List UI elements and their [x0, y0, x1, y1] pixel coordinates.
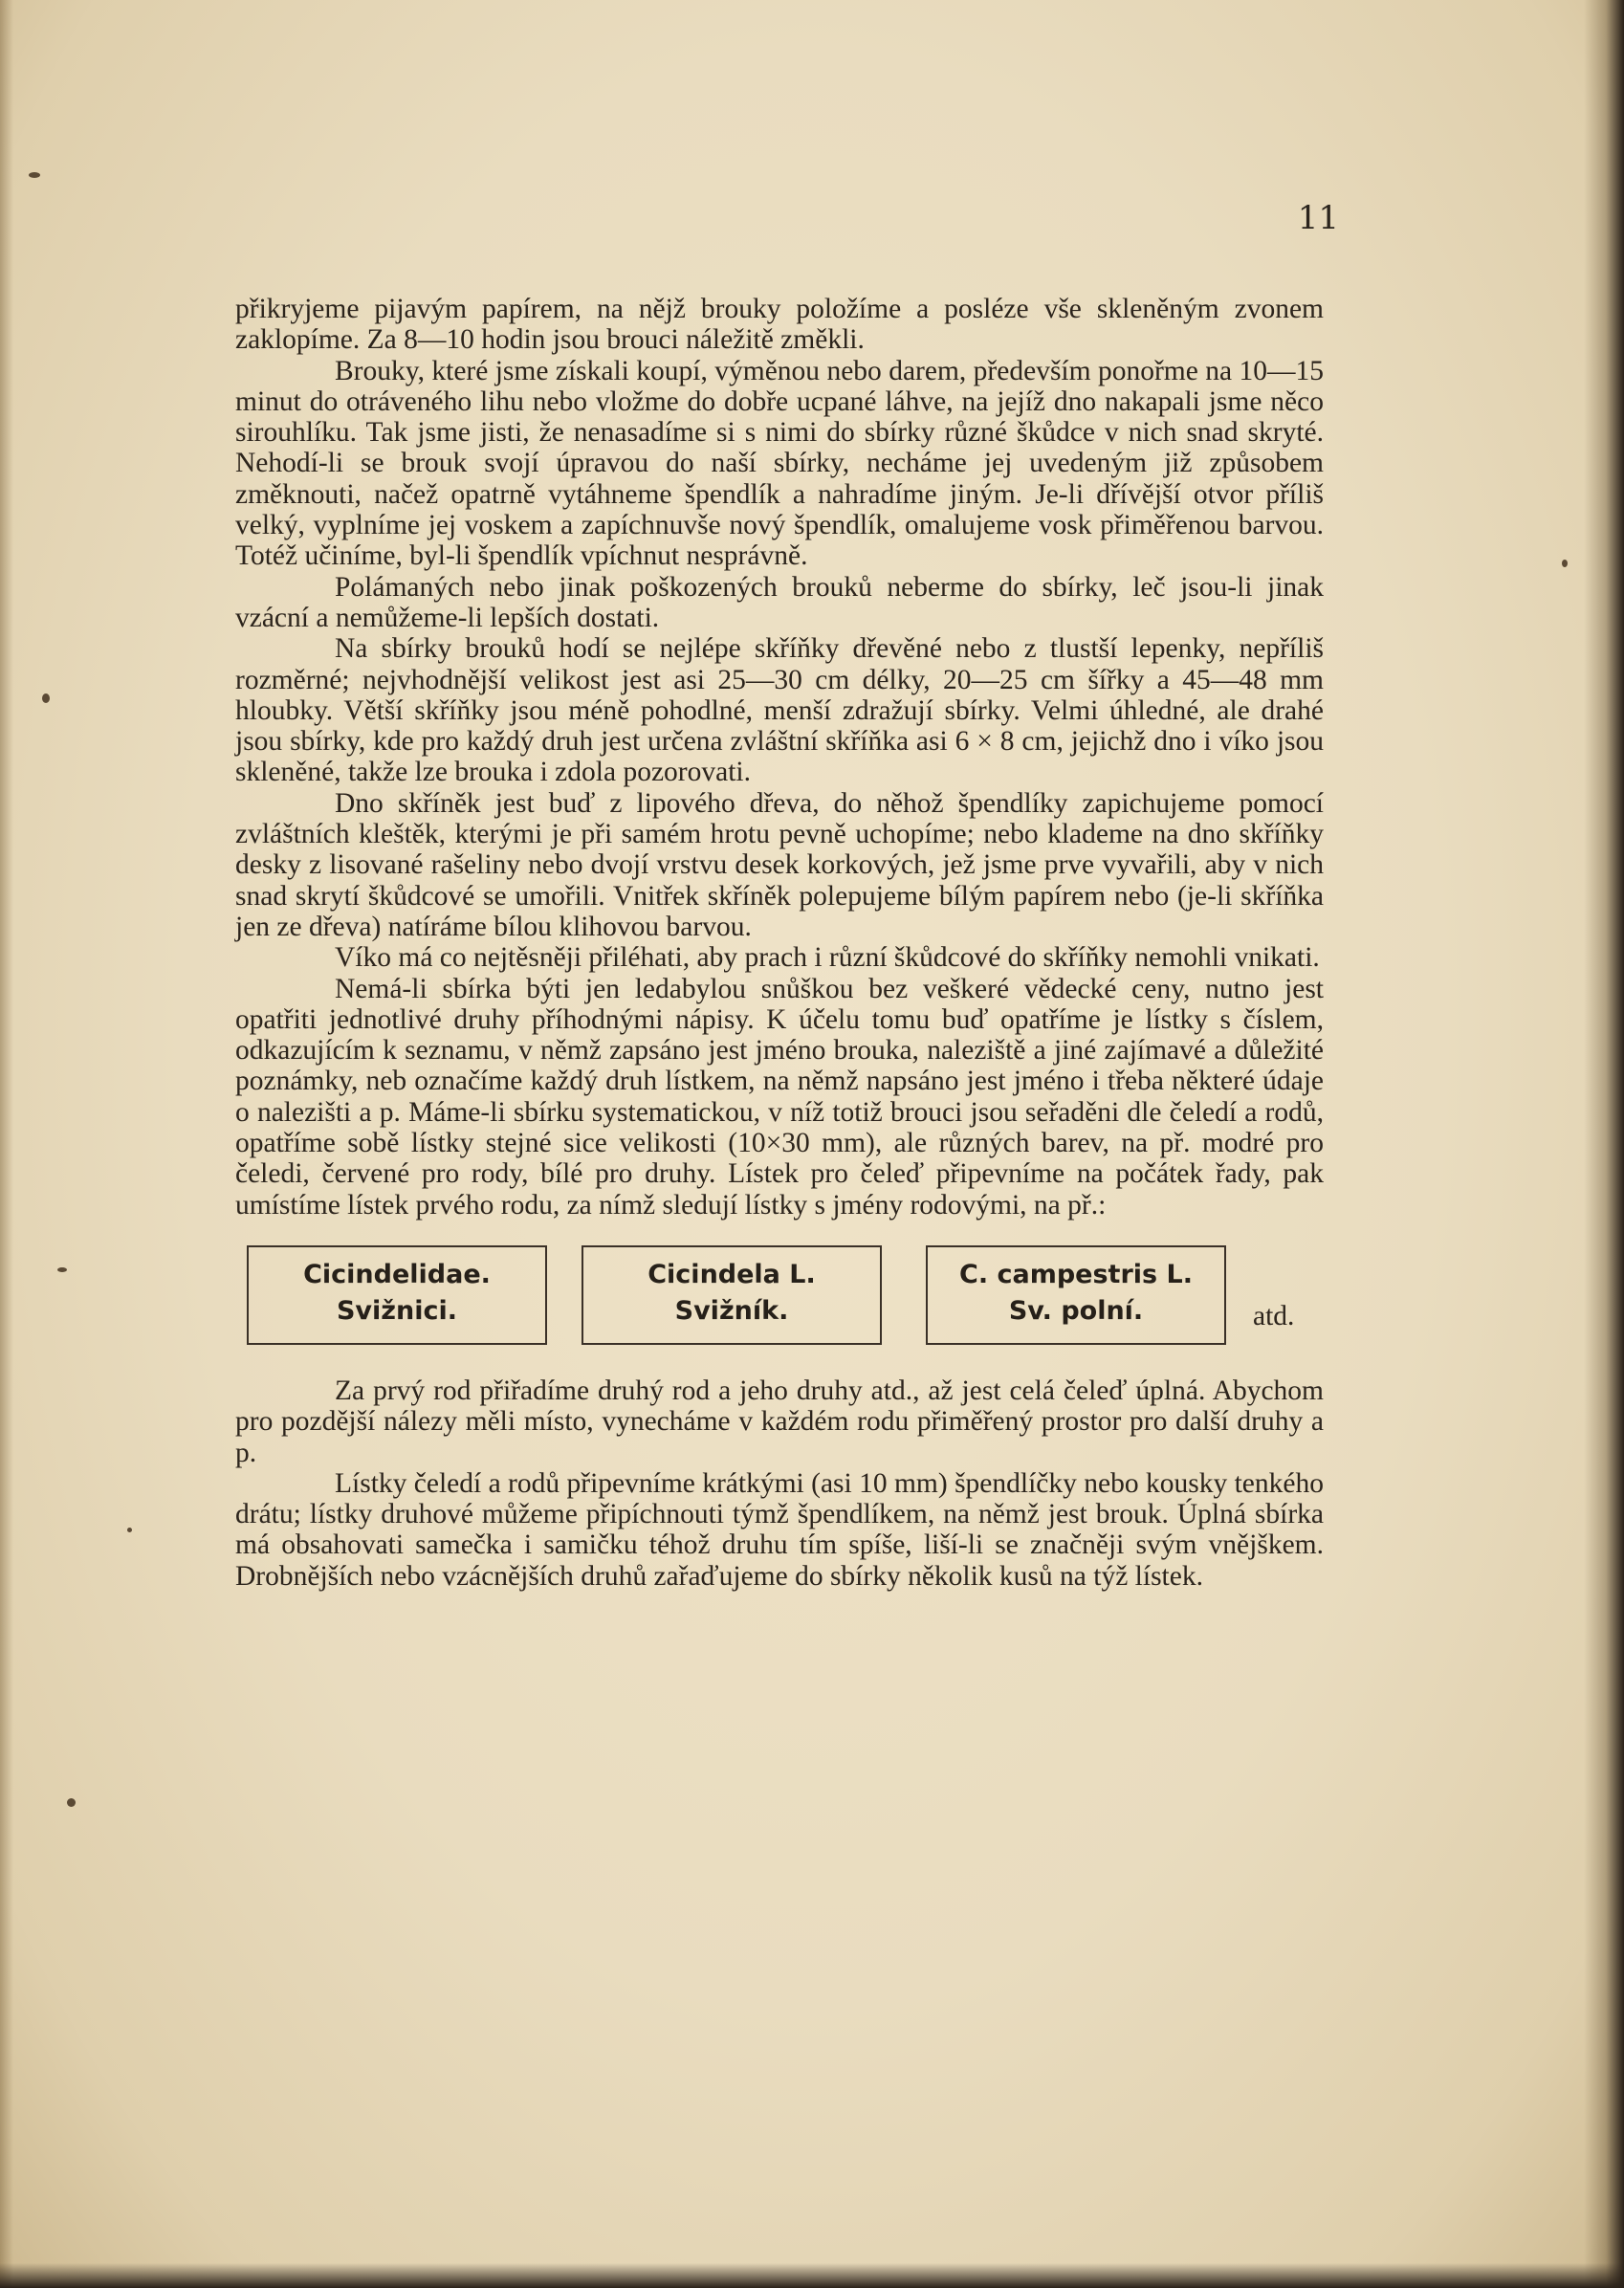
label-line: C. campestris L. — [959, 1259, 1193, 1289]
paragraph: Dno skříněk jest buď z lipového dřeva, do něhož špendlíky zapichujeme pomocí zvláštních kleštěk, kterými je při samém hrotu pevně uchopíme; nebo klademe na dno skříňky desky z lisované rašeliny nebo dvojí vrstvu desek korkových, jež jsme prve vyvařili, aby v nich snad skrytí škůdcové se umořili. Vnitřek skříněk polepujeme bílým papírem nebo (je-li skříňka jen ze dřeva) natíráme bílou klihovou barvou. — [235, 787, 1324, 942]
label-line: Sv. polní. — [1008, 1295, 1144, 1326]
paragraph: Nemá-li sbírka býti jen ledabylou snůškou bez veškeré vědecké ceny, nutno jest opatřiti jednotlivé druhy příhodnými nápisy. K účelu tomu buď opatříme je lístky s číslem, odkazujícím k seznamu, v němž zapsáno jest jméno brouka, naleziště a jiné zajímavé a důležité poznámky, neb označíme každý druh lístkem, na němž napsáno jest jméno i třeba některé údaje o nalezišti a p. Máme-li sbírku systematickou, v níž totiž brouci jsou seřaděni dle čeledí a rodů, opatříme sobě lístky stejné sice velikosti (10×30 mm), ale různých barev, na př. modré pro čeledi, červené pro rody, bílé pro druhy. Lístek pro čeleď připevníme na počátek řady, pak umístíme lístek prvého rodu, za nímž sledují lístky s jmény rodovými, na př.: — [235, 973, 1324, 1221]
paper-speck — [67, 1798, 76, 1807]
paragraph: Brouky, které jsme získali koupí, výměnou nebo darem, především ponořme na 10—15 minut do otráveného lihu nebo vložme do dobře ucpané láhve, na jejíž dno nakapali jsme něco sirouhlíku. Tak jsme jisti, že nenasadíme si s nimi do sbírky různé škůdce v nich snad skryté. Nehodí-li se brouk svojí úpravou do naší sbírky, necháme jej uvedeným již způsobem změknouti, načež opatrně vytáhneme špendlík a nahradíme jiným. Je-li dřívější otvor příliš velký, vyplníme jej voskem a zapíchnuvše nový špendlík, omalujeme vosk přiměřenou barvou. Totéž učiníme, byl-li špendlík vpíchnut nesprávně. — [235, 355, 1324, 572]
page-edge-right — [1584, 0, 1624, 2288]
page-edge-bottom — [0, 2263, 1624, 2288]
label-line: Svižnici. — [336, 1295, 457, 1326]
label-line: Cicindelidae. — [303, 1259, 491, 1289]
page-edge-left — [0, 0, 13, 2288]
paragraph: Lístky čeledí a rodů připevníme krátkými (asi 10 mm) špendlíčky nebo kousky tenkého drátu; lístky druhové můžeme připíchnouti týmž špendlíkem, na němž jest brouk. Úplná sbírka má obsahovati samečka i samičku téhož druhu tím spíše, liší-li se značněji svým vnějškem. Drobnějších nebo vzácnějších druhů zařaďujeme do sbírky několik kusů na týž lístek. — [235, 1467, 1324, 1592]
paragraph: Na sbírky brouků hodí se nejlépe skříňky dřevěné nebo z tlustší lepenky, nepříliš rozměrné; nejvhodnější velikost jest asi 25—30 cm délky, 20—25 cm šířky a 45—48 mm hloubky. Větší skříňky jsou méně pohodlné, menší zdražují sbírky. Velmi úhledné, ale drahé jsou sbírky, kde pro každý druh jest určena zvláštní skříňka asi 6 × 8 cm, jejichž dno i víko jsou skleněné, takže lze brouka i zdola pozorovati. — [235, 633, 1324, 788]
page-number: 11 — [1297, 199, 1339, 237]
label-line: Svižník. — [674, 1295, 789, 1326]
paper-speck — [42, 693, 50, 703]
paragraph: Víko má co nejtěsněji přiléhati, aby prach i různí škůdcové do skříňky nemohli vnikati. — [335, 942, 1320, 974]
family-label — [247, 1245, 547, 1345]
labels-etc: atd. — [1253, 1300, 1295, 1331]
paper-speck — [1562, 560, 1568, 567]
genus-label — [582, 1245, 882, 1345]
paragraph: Polámaných nebo jinak poškozených brouků neberme do sbírky, leč jsou-li jinak vzácní a nemůžeme-li lepších dostati. — [235, 571, 1324, 633]
paper-speck — [57, 1267, 67, 1272]
paragraph: přikryjeme pijavým papírem, na nějž brouky položíme a posléze vše skleněným zvonem zaklopíme. Za 8—10 hodin jsou brouci náležitě změkli. — [235, 294, 1324, 356]
body-text — [235, 294, 1324, 1592]
paper-speck — [127, 1528, 132, 1532]
label-examples — [235, 1245, 1324, 1366]
paragraph: Za prvý rod přiřadíme druhý rod a jeho druhy atd., až jest celá čeleď úplná. Abychom pro pozdější nálezy měli místo, vynecháme v každém rodu přiměřený prostor pro další druhy a p. — [235, 1375, 1324, 1468]
species-label — [926, 1245, 1226, 1345]
label-line: Cicindela L. — [647, 1259, 816, 1289]
paper-speck — [29, 172, 40, 178]
